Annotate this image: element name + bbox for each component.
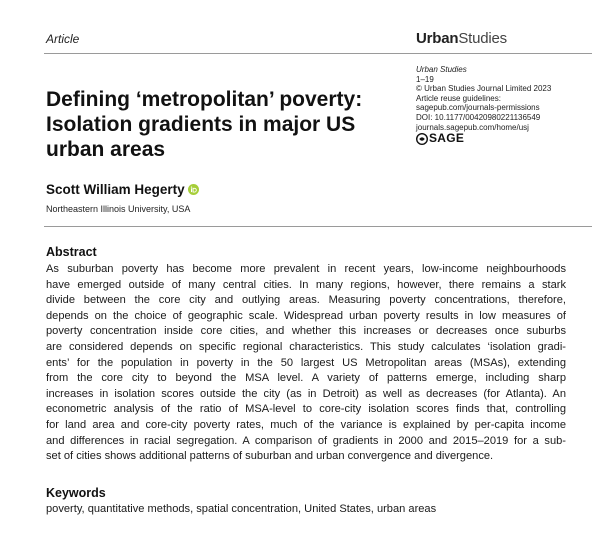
author-name: Scott William Hegerty	[46, 182, 185, 197]
meta-copyright: © Urban Studies Journal Limited 2023	[416, 84, 552, 94]
article-metadata	[416, 65, 551, 145]
abstract-line: for land area and core-city poverty rates, much of the variance is explained by per-capita income	[46, 418, 566, 431]
meta-journal: Urban Studies	[416, 65, 467, 74]
abstract-line: from the core city to beyond the MSA level. A variety of patterns emerge, including sharp	[46, 372, 566, 385]
header-rule	[44, 53, 592, 54]
publisher-name: SAGE	[429, 131, 465, 146]
meta-doi[interactable]: DOI: 10.1177/00420980221136549	[416, 112, 541, 122]
keywords-heading: Keywords	[46, 486, 106, 500]
abstract-line: ents’ for the population in poverty in the 50 largest US Metropolitan areas (MSAs), extending	[46, 356, 566, 369]
abstract-text	[46, 262, 566, 465]
abstract-line: increases in isolation scores outside the city (as in Detroit) as well as decreases (for Atlanta). An	[46, 387, 566, 400]
meta-home-link[interactable]: journals.sagepub.com/home/usj	[416, 122, 529, 132]
article-title	[46, 87, 386, 162]
section-rule	[44, 226, 592, 227]
abstract-line: are considered depends on specific regional characteristics. This study calculates ‘isolation gradi-	[46, 340, 566, 353]
abstract-line: have emerged outside of many central cities. In many regions, however, there remains a stark	[46, 278, 566, 291]
meta-permissions-link[interactable]: sagepub.com/journals-permissions	[416, 103, 540, 113]
abstract-line: divide between the core city and outlying areas. Measuring poverty concentrations, therefore,	[46, 294, 566, 307]
keywords-text: poverty, quantitative methods, spatial concentration, United States, urban areas	[46, 503, 437, 515]
author-affiliation: Northeastern Illinois University, USA	[46, 204, 191, 214]
journal-logo-light: Studies	[458, 30, 507, 47]
abstract-heading: Abstract	[46, 245, 97, 259]
journal-logo-bold: Urban	[416, 30, 459, 47]
title-line: urban areas	[46, 138, 166, 161]
journal-logo	[416, 30, 507, 47]
title-line: Defining ‘metropolitan’ poverty:	[46, 88, 363, 111]
author-line	[46, 182, 199, 197]
abstract-line: depends on the choice of geographic scale. Widespread urban poverty results in low measures of	[46, 309, 566, 322]
sage-logo-icon	[416, 133, 428, 145]
abstract-line: set of cities shows additional patterns of suburban and urban convergence and divergence.	[46, 450, 494, 463]
abstract-line: econometric analysis of the ratio of MSA-level to core-city isolation scores finds that, controlling	[46, 403, 566, 416]
meta-reuse: Article reuse guidelines:	[416, 93, 501, 103]
publisher-logo	[416, 133, 551, 145]
article-type-label: Article	[46, 32, 80, 46]
orcid-icon[interactable]	[188, 184, 199, 195]
abstract-line: and differences in racial segregation. A comparison of gradients in 2000 and 2015–2019 for a sub-	[46, 434, 566, 447]
abstract-line: poverty concentration inside core cities, and whether this increases or decreases once suburbs	[46, 325, 566, 338]
meta-pages: 1–19	[416, 74, 434, 84]
abstract-line: As suburban poverty has become more prevalent in recent years, low-income neighbourhoods	[46, 263, 566, 275]
title-line: Isolation gradients in major US	[46, 113, 356, 136]
